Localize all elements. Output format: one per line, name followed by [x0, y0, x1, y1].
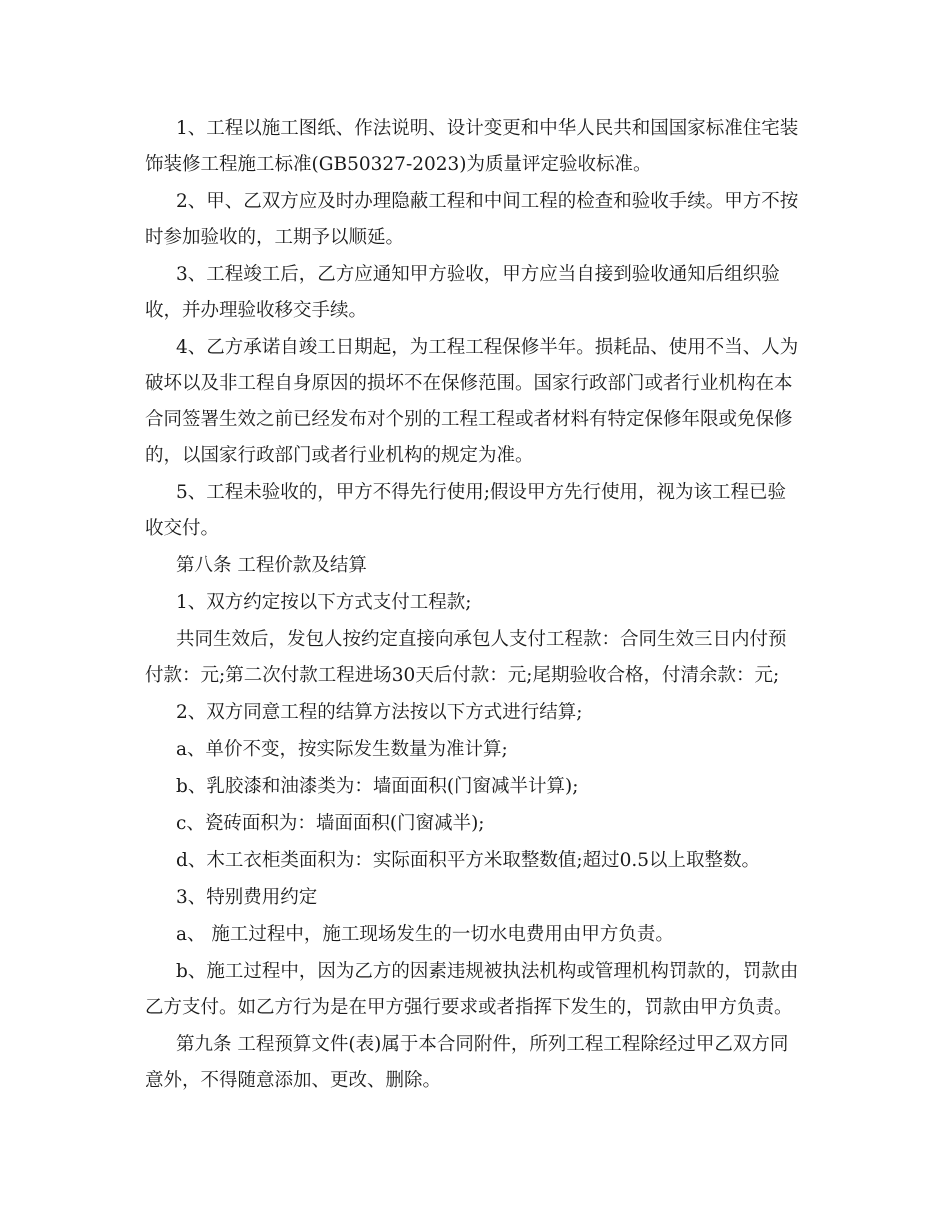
paragraph [145, 585, 815, 621]
paragraph-line: a、 施工过程中，施工现场发生的一切水电费用由甲方负责。 [176, 924, 674, 945]
paragraph-line: 第八条 工程价款及结算 [176, 555, 367, 576]
paragraph [145, 695, 815, 731]
paragraph-line: 第九条 工程预算文件(表)属于本合同附件，所列工程工程除经过甲乙双方同 [176, 1034, 789, 1055]
paragraph-line: 共同生效后，发包人按约定直接向承包人支付工程款：合同生效三日内付预 [176, 629, 787, 650]
document-body [145, 111, 815, 1100]
paragraph [145, 330, 815, 474]
paragraph-line: 收，并办理验收移交手续。 [145, 300, 368, 321]
paragraph [145, 111, 815, 183]
paragraph [145, 732, 815, 768]
paragraph [145, 917, 815, 953]
paragraph-line: d、木工衣柜类面积为：实际面积平方米取整数值;超过0.5以上取整数。 [176, 850, 760, 871]
paragraph-line: 1、工程以施工图纸、作法说明、设计变更和中华人民共和国国家标准住宅装 [176, 118, 799, 139]
paragraph-line: 时参加验收的，工期予以顺延。 [145, 227, 405, 248]
paragraph-line: b、施工过程中，因为乙方的因素违规被执法机构或管理机构罚款的，罚款由 [176, 961, 799, 982]
paragraph-line: 3、特别费用约定 [176, 887, 318, 908]
paragraph-line: 2、甲、乙双方应及时办理隐蔽工程和中间工程的检查和验收手续。甲方不按 [176, 191, 799, 212]
paragraph-line: 合同签署生效之前已经发布对个别的工程工程或者材料有特定保修年限或免保修 [145, 409, 793, 430]
paragraph-line: 2、双方同意工程的结算方法按以下方式进行结算; [176, 702, 583, 723]
paragraph-line: 乙方支付。如乙方行为是在甲方强行要求或者指挥下发生的，罚款由甲方负责。 [145, 997, 793, 1018]
paragraph-line: 收交付。 [145, 518, 220, 539]
paragraph-line: 付款：元;第二次付款工程进场30天后付款：元;尾期验收合格，付清余款：元; [145, 665, 780, 686]
paragraph [145, 1027, 815, 1099]
paragraph-line: 意外，不得随意添加、更改、删除。 [145, 1070, 442, 1091]
paragraph-line: 破坏以及非工程自身原因的损坏不在保修范围。国家行政部门或者行业机构在本 [145, 373, 793, 394]
paragraph-line: b、乳胶漆和油漆类为：墙面面积(门窗减半计算); [176, 776, 579, 797]
paragraph-line: 3、工程竣工后，乙方应通知甲方验收，甲方应当自接到验收通知后组织验 [176, 264, 780, 285]
paragraph [145, 880, 815, 916]
paragraph-line: 饰装修工程施工标准(GB50327-2023)为质量评定验收标准。 [145, 154, 652, 175]
paragraph [145, 622, 815, 694]
paragraph [145, 806, 815, 842]
paragraph-line: 1、双方约定按以下方式支付工程款; [176, 592, 472, 613]
paragraph-line: a、单价不变，按实际发生数量为准计算; [176, 739, 508, 760]
paragraph-line: 的，以国家行政部门或者行业机构的规定为准。 [145, 445, 534, 466]
paragraph-line: c、瓷砖面积为：墙面面积(门窗减半); [176, 813, 485, 834]
paragraph [145, 954, 815, 1026]
paragraph-line: 4、乙方承诺自竣工日期起，为工程工程保修半年。损耗品、使用不当、人为 [176, 337, 799, 358]
paragraph [145, 843, 815, 879]
paragraph [145, 475, 815, 547]
paragraph [145, 769, 815, 805]
paragraph-line: 5、工程未验收的，甲方不得先行使用;假设甲方先行使用，视为该工程已验 [176, 482, 787, 503]
paragraph [145, 548, 815, 584]
paragraph [145, 184, 815, 256]
paragraph [145, 257, 815, 329]
